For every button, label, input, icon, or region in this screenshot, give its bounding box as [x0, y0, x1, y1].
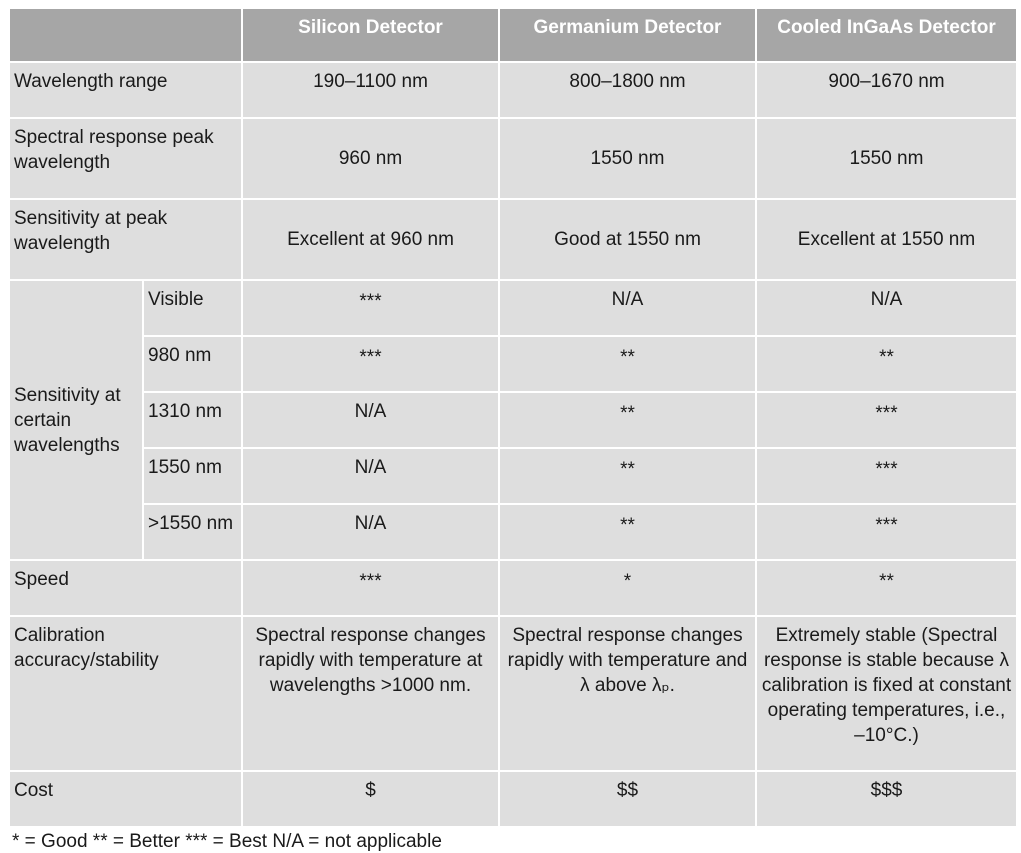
row-label: Wavelength range — [9, 62, 242, 118]
row-cost — [9, 771, 1017, 827]
legend-footnote: * = Good ** = Better *** = Best N/A = not applicable — [12, 831, 442, 852]
cell-germanium: N/A — [499, 280, 756, 336]
cell-silicon: N/A — [242, 448, 499, 504]
header-corner — [9, 8, 242, 62]
cell-ingaas: ** — [756, 336, 1017, 392]
cell-ingaas: *** — [756, 504, 1017, 560]
header-row — [9, 8, 1017, 62]
cell-germanium: 800–1800 nm — [499, 62, 756, 118]
row-wavelength-range — [9, 62, 1017, 118]
row-peak-sensitivity — [9, 199, 1017, 280]
cell-germanium: ** — [499, 392, 756, 448]
sub-label: Visible — [143, 280, 242, 336]
cell-ingaas: Extremely stable (Spectral response is stable because λ calibration is fixed at constant operating temperatures, i.e., –10°C.) — [756, 616, 1017, 771]
sub-label: 1310 nm — [143, 392, 242, 448]
row-calibration — [9, 616, 1017, 771]
header-ingaas: Cooled InGaAs Detector — [756, 8, 1017, 62]
cell-silicon: $ — [242, 771, 499, 827]
cell-silicon: N/A — [242, 392, 499, 448]
row-label: Speed — [9, 560, 242, 616]
cell-ingaas: 900–1670 nm — [756, 62, 1017, 118]
row-label: Spectral response peak wavelength — [9, 118, 242, 199]
row-sensitivity-1310 — [9, 392, 1017, 448]
cell-germanium: ** — [499, 336, 756, 392]
cell-ingaas: $$$ — [756, 771, 1017, 827]
sub-label: 1550 nm — [143, 448, 242, 504]
cell-ingaas: Excellent at 1550 nm — [756, 199, 1017, 280]
cell-ingaas: *** — [756, 448, 1017, 504]
sub-label: >1550 nm — [143, 504, 242, 560]
cell-germanium: $$ — [499, 771, 756, 827]
cell-silicon: Excellent at 960 nm — [242, 199, 499, 280]
row-label: Calibration accuracy/stability — [9, 616, 242, 771]
cell-silicon: N/A — [242, 504, 499, 560]
sensitivity-group-label: Sensitivity at certain wavelengths — [9, 280, 143, 560]
header-germanium: Germanium Detector — [499, 8, 756, 62]
cell-silicon: *** — [242, 280, 499, 336]
row-speed — [9, 560, 1017, 616]
row-peak-wavelength — [9, 118, 1017, 199]
cell-germanium: Good at 1550 nm — [499, 199, 756, 280]
cell-silicon: *** — [242, 336, 499, 392]
row-label: Cost — [9, 771, 242, 827]
sub-label: 980 nm — [143, 336, 242, 392]
row-sensitivity-visible — [9, 280, 1017, 336]
cell-ingaas: N/A — [756, 280, 1017, 336]
row-label: Sensitivity at peak wavelength — [9, 199, 242, 280]
cell-germanium: Spectral response changes rapidly with temperature and λ above λₚ. — [499, 616, 756, 771]
cell-ingaas: 1550 nm — [756, 118, 1017, 199]
row-sensitivity-1550 — [9, 448, 1017, 504]
cell-silicon: Spectral response changes rapidly with temperature at wavelengths >1000 nm. — [242, 616, 499, 771]
cell-silicon: *** — [242, 560, 499, 616]
cell-germanium: ** — [499, 504, 756, 560]
detector-comparison-table — [8, 7, 1018, 828]
cell-ingaas: ** — [756, 560, 1017, 616]
row-sensitivity-above-1550 — [9, 504, 1017, 560]
header-silicon: Silicon Detector — [242, 8, 499, 62]
cell-germanium: 1550 nm — [499, 118, 756, 199]
cell-germanium: * — [499, 560, 756, 616]
cell-ingaas: *** — [756, 392, 1017, 448]
cell-germanium: ** — [499, 448, 756, 504]
row-sensitivity-980 — [9, 336, 1017, 392]
cell-silicon: 190–1100 nm — [242, 62, 499, 118]
cell-silicon: 960 nm — [242, 118, 499, 199]
